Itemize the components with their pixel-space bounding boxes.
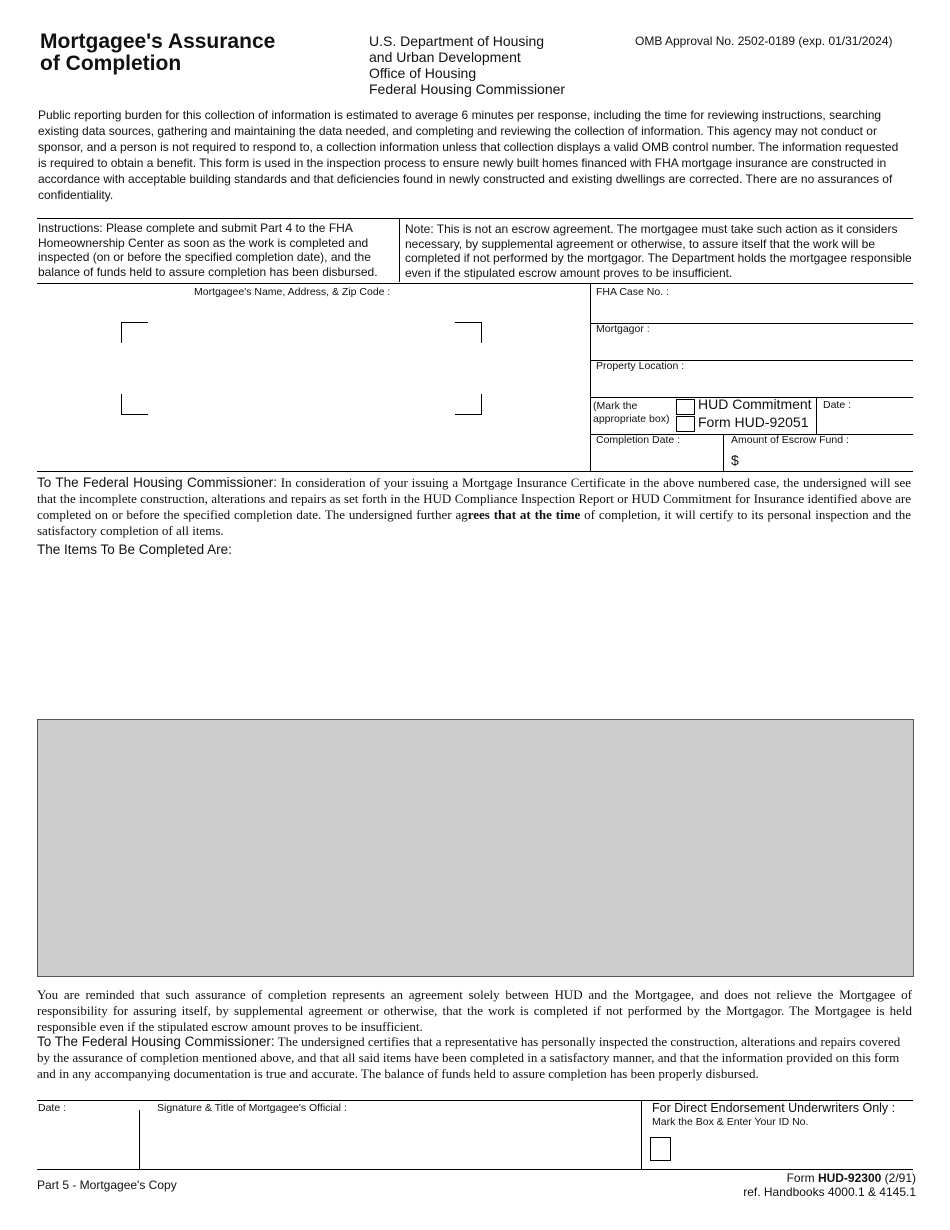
completion-date-input[interactable] bbox=[592, 448, 720, 470]
form-hud-92051-option: Form HUD-92051 bbox=[698, 414, 809, 430]
divider bbox=[37, 218, 913, 219]
completion-date-label: Completion Date : bbox=[596, 434, 681, 446]
form-prefix: Form bbox=[786, 1171, 818, 1185]
agency-line: Federal Housing Commissioner bbox=[369, 81, 566, 97]
dew-subtitle: Mark the Box & Enter Your ID No. bbox=[652, 1116, 809, 1128]
divider bbox=[399, 218, 400, 282]
form-hud-92051-checkbox[interactable] bbox=[676, 416, 695, 432]
items-to-complete-area[interactable] bbox=[37, 562, 912, 712]
escrow-amount-input[interactable] bbox=[745, 448, 911, 470]
omb-approval: OMB Approval No. 2502-0189 (exp. 01/31/2024) bbox=[635, 34, 893, 48]
agency-block bbox=[369, 33, 565, 97]
mortgagor-label: Mortgagor : bbox=[596, 323, 650, 335]
form-number: HUD-92300 bbox=[817, 1171, 882, 1185]
form-title bbox=[40, 31, 340, 75]
window-corner-top-left bbox=[121, 322, 148, 343]
divider bbox=[139, 1110, 140, 1169]
reminder-text: You are reminded that such assurance of completion represents an agreement solely between HUD and the Mortgagee, and does not relieve the Mortgagee of responsibility for assuring itself, by supplemental agreement or otherwise, that the work is completed if not performed by the Mortgagor. The Mortgagee is held responsible even if the stipulated escrow amount proves to be insufficient. bbox=[37, 987, 912, 1034]
signature-label: Signature & Title of Mortgagee's Official : bbox=[157, 1102, 347, 1114]
date-label: Date : bbox=[823, 399, 852, 411]
escrow-amount-label: Amount of Escrow Fund : bbox=[731, 434, 849, 446]
window-corner-bottom-left bbox=[121, 394, 148, 415]
divider bbox=[37, 283, 913, 284]
part-label: Part 5 - Mortgagee's Copy bbox=[37, 1178, 177, 1192]
fha-case-label: FHA Case No. : bbox=[596, 286, 669, 298]
window-corner-bottom-right bbox=[455, 394, 482, 415]
commissioner-statement-lead: To The Federal Housing Commissioner: bbox=[37, 475, 277, 490]
agency-line: U.S. Department of Housing bbox=[369, 33, 545, 49]
divider bbox=[37, 471, 913, 472]
signature-date-label: Date : bbox=[38, 1102, 67, 1114]
shaded-area bbox=[37, 719, 914, 977]
mark-box-label bbox=[593, 400, 669, 425]
commissioner-statement-text: of completion, it will certify to its personal inspection and the satisfactory completion of all items. bbox=[37, 507, 911, 538]
signature-date-input[interactable] bbox=[38, 1115, 136, 1167]
window-corner-top-right bbox=[455, 322, 482, 343]
handbook-reference: ref. Handbooks 4000.1 & 4145.1 bbox=[743, 1185, 916, 1199]
form-date: (2/91) bbox=[881, 1171, 916, 1185]
commissioner-statement-text: In consideration of your issuing a Mortgage Insurance Certificate in the above numbered case, the undersigned will see that the incomplete construction, alterations and repairs as set forth in the HUD Compliance Inspection Report or HUD Commitment for Insurance identified above are completed on or before the specified completion date. The undersigned further ag bbox=[37, 475, 912, 522]
items-heading: The Items To Be Completed Are: bbox=[37, 542, 232, 557]
divider bbox=[590, 283, 591, 471]
divider bbox=[816, 397, 817, 434]
dew-title: For Direct Endorsement Underwriters Only : bbox=[652, 1101, 896, 1115]
currency-symbol: $ bbox=[731, 452, 739, 468]
form-number-line bbox=[743, 1171, 916, 1185]
signature-input[interactable] bbox=[142, 1115, 638, 1167]
form-title-line2: of Completion bbox=[40, 52, 182, 75]
divider bbox=[641, 1100, 642, 1169]
property-location-label: Property Location : bbox=[596, 360, 685, 372]
commitment-date-input[interactable] bbox=[818, 411, 912, 433]
fha-case-input[interactable] bbox=[592, 298, 912, 322]
mortgagee-name-label: Mortgagee's Name, Address, & Zip Code : bbox=[194, 286, 391, 298]
divider bbox=[723, 434, 724, 471]
mortgagor-input[interactable] bbox=[592, 336, 912, 358]
dew-checkbox[interactable] bbox=[650, 1137, 671, 1161]
certification-text: The undersigned certifies that a representative has personally inspected the construction, alterations and repairs covered by the assurance of completion mentioned above, and that all said items have been completed in a satisfactory manner, and that the information provided on this form and in any accompanying documentation is true and accurate. The balance of funds held to assure completion has been properly disbursed. bbox=[37, 1034, 901, 1081]
commissioner-statement bbox=[37, 475, 911, 539]
note-text: Note: This is not an escrow agreement. The mortgagee must take such action as it considers necessary, by supplemental agreement or otherwise, to assure itself that the work will be completed if not performed by the mortgagor. The Department holds the mortgagee responsible even if the stipulated escrow amount proves to be insufficient. bbox=[405, 222, 912, 280]
mark-box-label-line: appropriate box) bbox=[593, 412, 670, 425]
agency-line: and Urban Development bbox=[369, 49, 521, 65]
dew-id-input[interactable] bbox=[676, 1137, 910, 1161]
mortgagee-address-area[interactable] bbox=[120, 300, 486, 420]
form-title-line1: Mortgagee's Assurance bbox=[40, 30, 276, 53]
certification-lead: To The Federal Housing Commissioner: bbox=[37, 1034, 275, 1049]
mark-box-label-line: (Mark the bbox=[593, 400, 638, 412]
commissioner-statement-bold: rees that at the time bbox=[467, 507, 581, 522]
instructions-text: Instructions: Please complete and submit Part 4 to the FHA Homeownership Center as soon as the work is completed and inspected (on or before the specified completion date), and the balance of funds held to assure completion has been disbursed. bbox=[38, 221, 378, 279]
property-location-input[interactable] bbox=[592, 373, 912, 395]
burden-statement: Public reporting burden for this collection of information is estimated to average 6 minutes per response, including the time for reviewing instructions, searching existing data sources, gathering and maintaining the data needed, and completing and reviewing the collection of information. This agency may not conduct or sponsor, and a person is not required to respond to, a collection information unless that collection displays a valid OMB control number. The information requested is required to obtain a benefit. This form is used in the inspection process to ensure newly built homes financed with FHA mortgage insurance are constructed in accordance with acceptable building standards and that deficiencies found in newly constructed and existing dwellings are corrected. There are no assurances of confidentiality. bbox=[38, 108, 899, 203]
certification-statement bbox=[37, 1034, 912, 1082]
hud-commitment-checkbox[interactable] bbox=[676, 399, 695, 415]
form-reference bbox=[743, 1171, 916, 1199]
hud-commitment-option: HUD Commitment bbox=[698, 396, 812, 412]
divider bbox=[37, 1169, 913, 1170]
agency-line: Office of Housing bbox=[369, 65, 477, 81]
